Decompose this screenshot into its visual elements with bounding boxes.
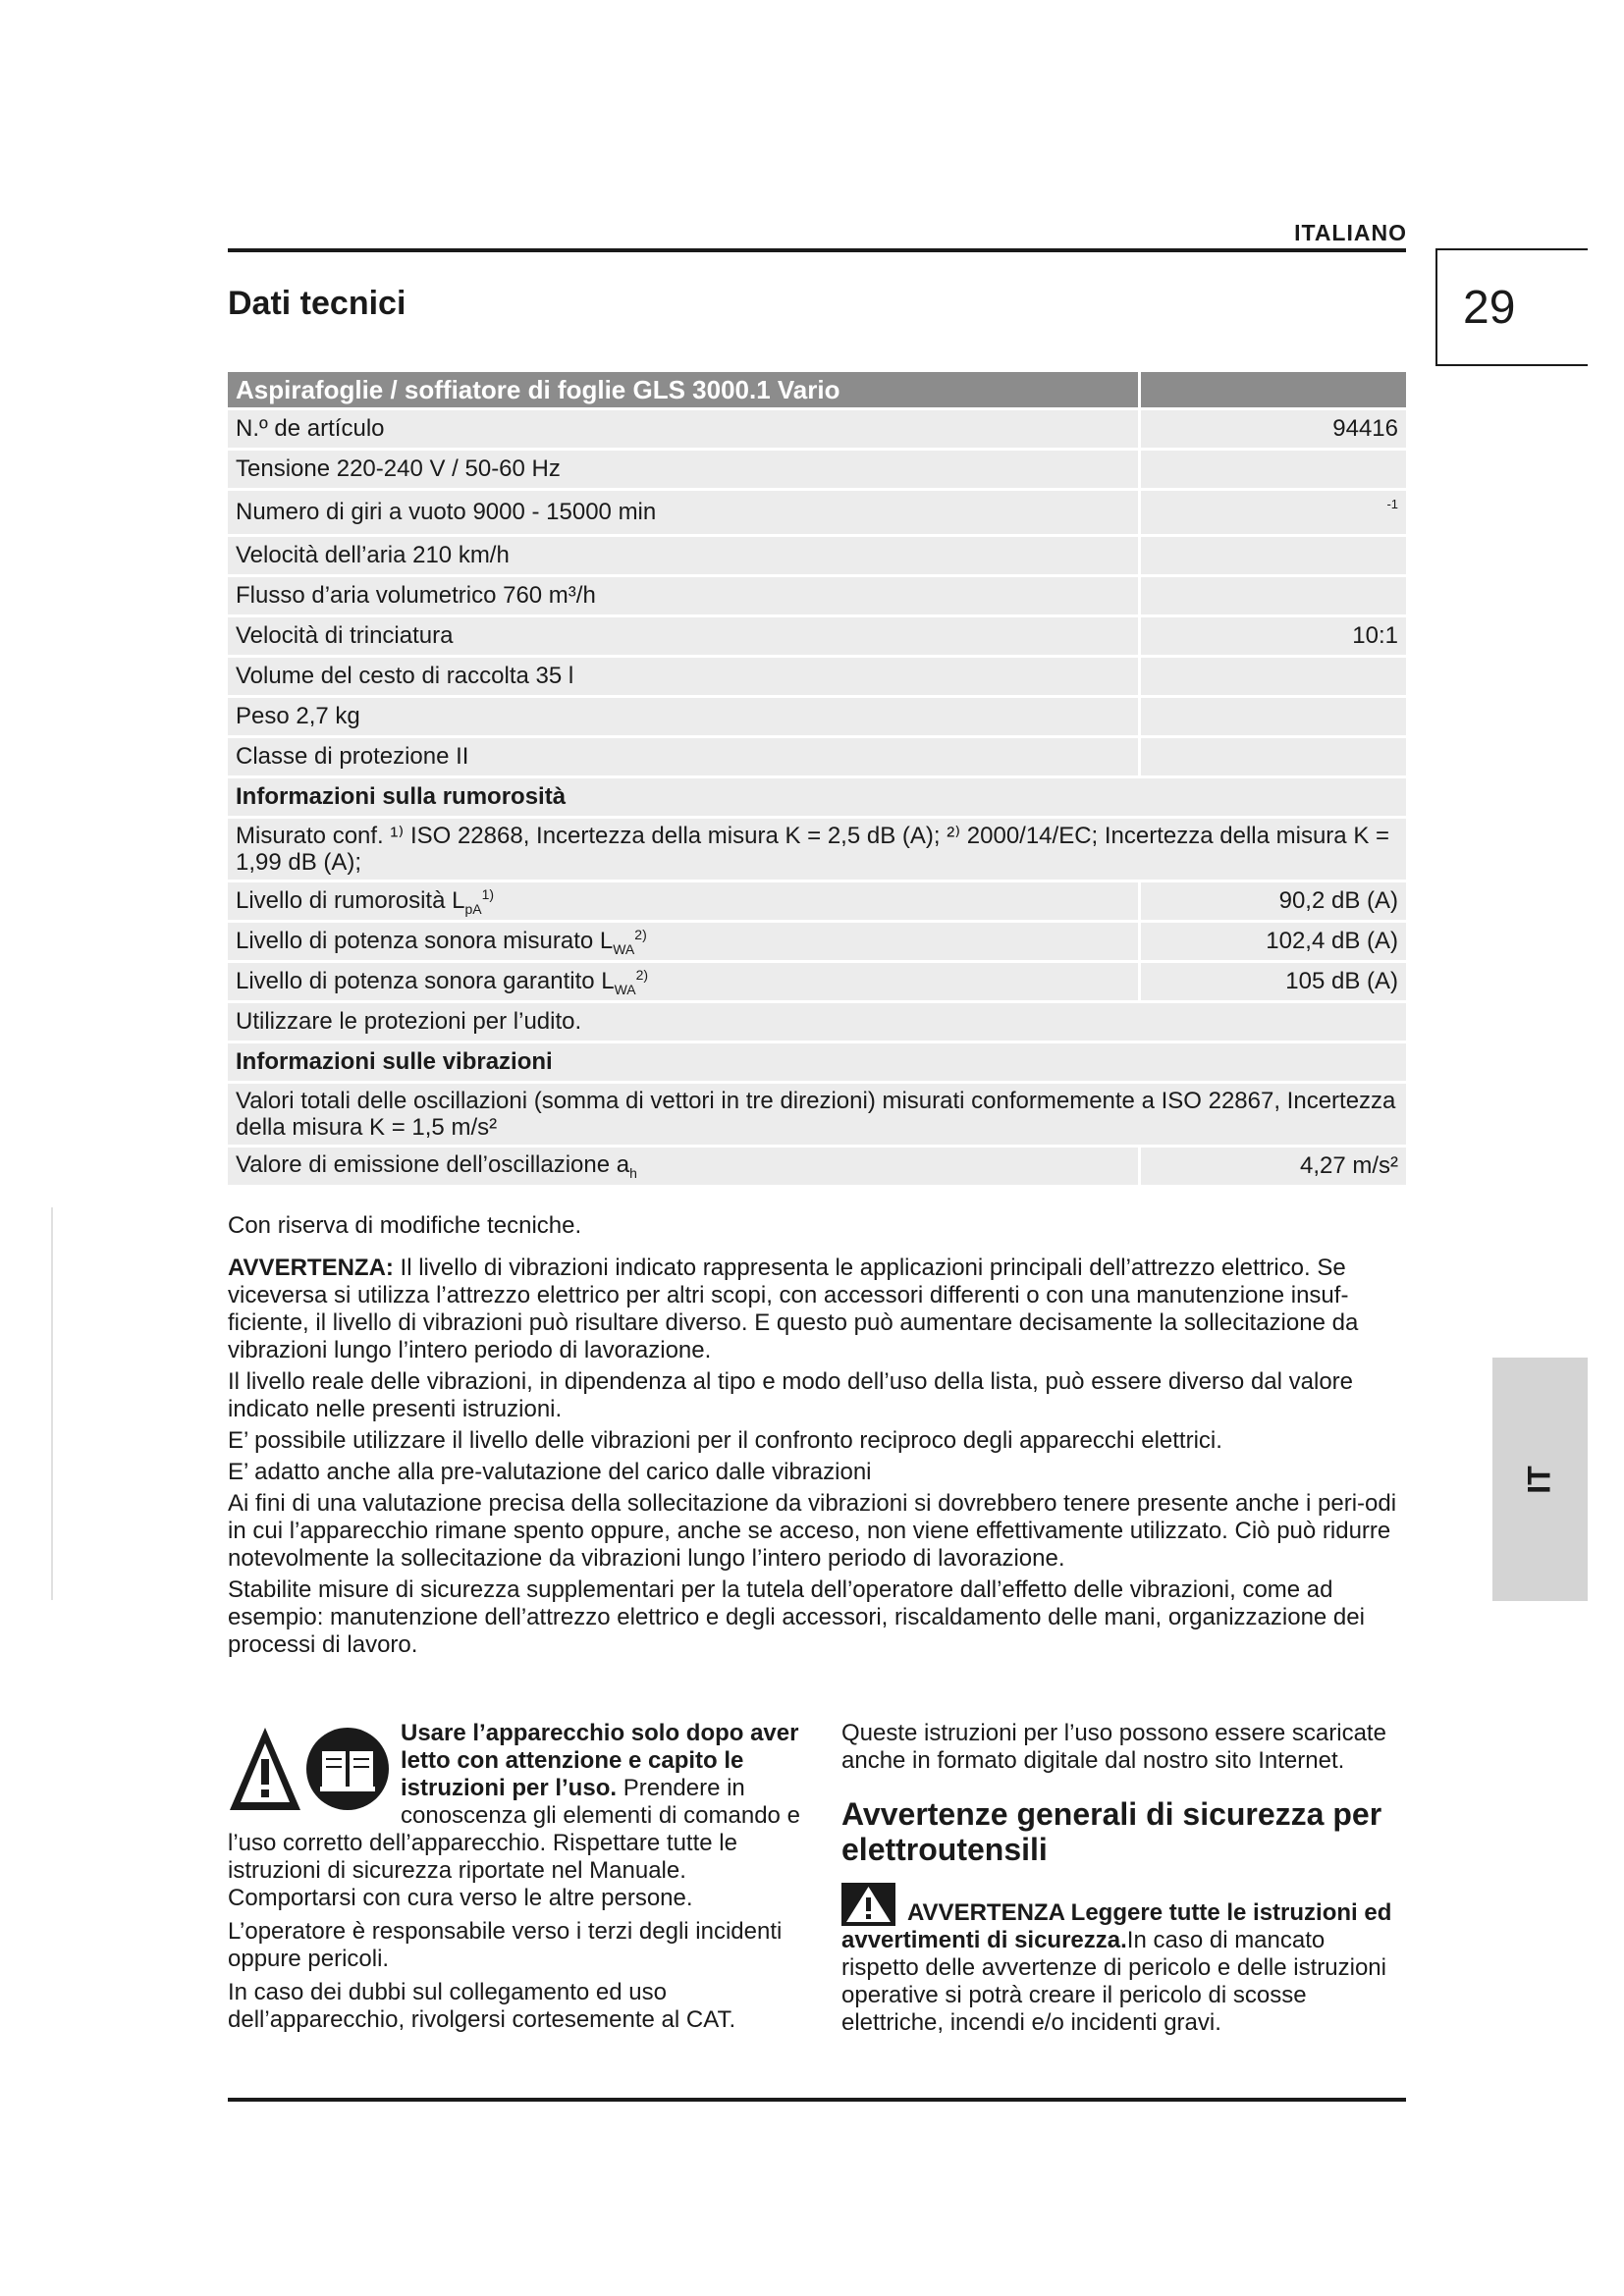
hearing-row: Utilizzare le protezioni per l’udito.: [228, 1003, 1406, 1041]
spec-table-title: Aspirafoglie / soffiatore di foglie GLS 3000.1 Vario: [228, 372, 1138, 407]
reserve-note: Con riserva di modifiche tecniche.: [228, 1212, 582, 1239]
table-row: Livello di rumorosità $L_{pA}^{1)}$ 90,2 dB (A): [228, 882, 1406, 920]
left-column: Usare l’apparecchio solo dopo aver letto con attenzione e capito le istruzioni per l’uso. Prendere in conoscenza gli elementi di comando e l’uso corretto dell’apparecchio. Rispettare tutte le istruzioni di sicurezza riportate nel Manuale. Comportarsi con cura verso le altre persone. L’operatore è responsabile verso i terzi degli incidenti oppure pericoli. In caso dei dubbi sul collegamento ed uso dell’apparecchio, rivolgersi cortesemente al CAT.: [228, 1720, 800, 2033]
table-row: Peso 2,7 kg: [228, 698, 1406, 735]
manual-lead: Usare l’apparecchio solo dopo aver letto con attenzione e capito le istruzioni per l’uso.: [401, 1720, 799, 1801]
spec-table-header: [228, 372, 1406, 407]
read-manual-icon: [306, 1728, 389, 1810]
margin-mark: [51, 1207, 53, 1600]
table-row: Velocità di trinciatura 10:1: [228, 617, 1406, 655]
table-row: Livello di potenza sonora misurato $L_{WA}^{2)}$ 102,4 dB (A): [228, 923, 1406, 960]
vibration-warning: AVVERTENZA: Il livello di vibrazioni indicato rappresenta le applicazioni principali dell’attrezzo elettrico. Se viceversa si utilizza l’attrezzo elettrico per altri scopi, con accessori differenti o con una manutenzione insuf-ficiente, il livello di vibrazioni può risultare diverso. E questo può aumentare decisamente la sollecitazione da vibrazioni lungo l’intero periodo di lavorazione. Il livello reale delle vibrazioni, in dipendenza al tipo e modo dell’uso della lista, può essere diverso dal valore indicato nelle presenti istruzioni. E’ possibile utilizzare il livello delle vibrazioni per il confronto reciproco degli apparecchi elettrici. E’ adatto anche alla pre-valutazione del carico dalle vibrazioni Ai fini di una valutazione precisa della sollecitazione da vibrazioni si dovrebbero tenere presente anche i peri-odi in cui l’apparecchio rimane spento oppure, anche se acceso, non viene effettivamente utilizzato. Ciò può ridurre notevolmente la sollecitazione da vibrazioni lungo l’intero periodo di lavorazione. Stabilite misure di sicurezza supplementari per la tutela dell’operatore dall’effetto delle vibrazioni, come ad esempio: manutenzione dell’attrezzo elettrico e degli accessori, riscaldamento delle mani, organizzazione dei processi di lavoro.: [228, 1255, 1397, 1658]
warning-triangle-icon: [228, 1720, 395, 1818]
warning-lead: AVVERTENZA:: [228, 1255, 394, 1281]
bottom-rule: [228, 2098, 1406, 2102]
language-tab: [1492, 1358, 1588, 1601]
table-row: Livello di potenza sonora garantito $L_{WA}^{2)}$ 105 dB (A): [228, 963, 1406, 1000]
table-row: Volume del cesto di raccolta 35 l: [228, 658, 1406, 695]
safety-heading: Avvertenze generali di sicurezza per elettroutensili: [841, 1796, 1382, 1867]
noise-note-row: Misurato conf. ¹⁾ ISO 22868, Incertezza della misura K = 2,5 dB (A); ²⁾ 2000/14/EC; Incertezza della misura K = 1,99 dB (A);: [228, 819, 1406, 880]
table-row: Classe di protezione II: [228, 738, 1406, 775]
table-row: Flusso d’aria volumetrico 760 m³/h: [228, 577, 1406, 614]
vibration-note-row: Valori totali delle oscillazioni (somma di vettori in tre direzioni) misurati conformemente a ISO 22867, Incertezza della misura K = 1,5 m/s²: [228, 1084, 1406, 1145]
table-row: Numero di giri a vuoto 9000 - 15000 min -1: [228, 491, 1406, 534]
table-row: Velocità dell’aria 210 km/h: [228, 537, 1406, 574]
section-title: Dati tecnici: [228, 285, 406, 322]
top-rule: [228, 248, 1406, 252]
safety-icons: [228, 1720, 395, 1818]
page-number: 29: [1463, 282, 1516, 334]
language-tab-label: IT: [1522, 1465, 1557, 1494]
table-row: N.º de artículo 94416: [228, 410, 1406, 448]
table-row: Tensione 220-240 V / 50-60 Hz: [228, 451, 1406, 488]
noise-heading-row: Informazioni sulla rumorosità: [228, 778, 1406, 816]
right-column: Queste istruzioni per l’uso possono essere scaricate anche in formato digitale dal nostro sito Internet. Avvertenze generali di sicurezza per elettroutensili AVVERTENZA Leggere tutte le istruzioni ed avvertimenti di sicurezza.In caso di mancato rispetto delle avvertenze di pericolo e delle istruzioni operative si potrà creare il pericolo di scosse elettriche, incendi e/o incidenti gravi.: [841, 1720, 1406, 2043]
warning-triangle-icon: [841, 1883, 895, 1926]
safety-warning-lead: AVVERTENZA Leggere tutte le istruzioni ed avvertimenti di sicurezza.: [841, 1899, 1392, 1953]
table-row: Valore di emissione dell’oscillazione $a_h$ 4,27 m/s²: [228, 1148, 1406, 1185]
spec-table: [228, 369, 1406, 1188]
vibration-heading-row: Informazioni sulle vibrazioni: [228, 1043, 1406, 1081]
language-header: ITALIANO: [1294, 220, 1407, 245]
